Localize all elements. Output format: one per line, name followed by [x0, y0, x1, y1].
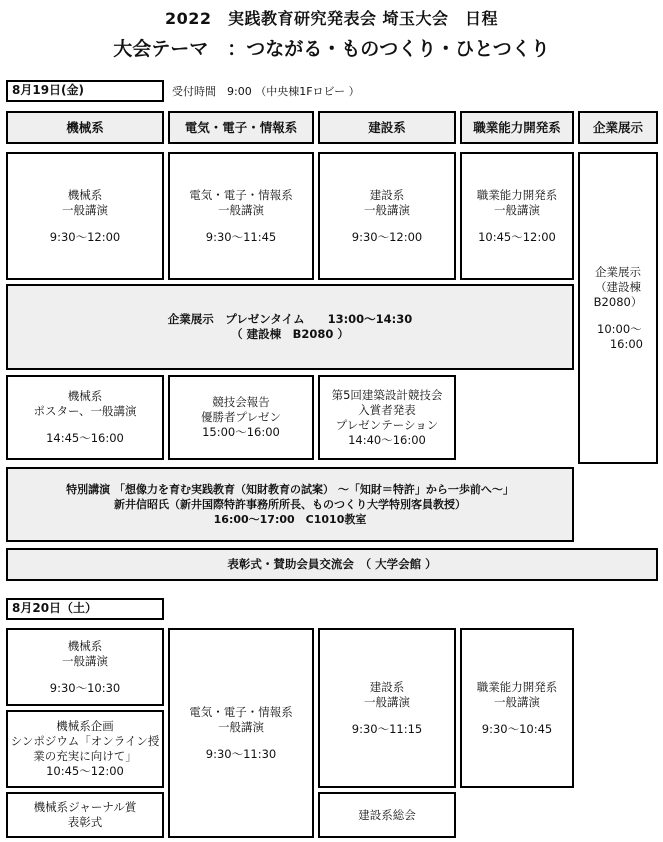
session-time: 9:30～10:30	[49, 680, 121, 695]
session-type: シンポジウム「オンライン授	[10, 734, 160, 748]
expo-title: 企業展示	[595, 264, 641, 279]
expo-building: （建設棟	[595, 279, 641, 294]
session-subtype: プレゼンテーション	[335, 417, 439, 432]
expo-start-time: 10:00～	[597, 321, 642, 336]
session-type: 一般講演	[364, 202, 410, 217]
session-field: 機械系企画	[56, 719, 114, 733]
conference-theme: 大会テーマ ：つながる・ものつくり・ひとつくり	[113, 38, 550, 60]
ceremony-band: 表彰式・賛助会員交流会 （ 大学会館 ）	[6, 548, 658, 581]
presentation-location: （ 建設棟 B2080 ）	[231, 327, 349, 341]
expo-room: B2080）	[593, 294, 643, 309]
day1-expo-session	[578, 152, 658, 464]
session-time: 10:45～12:00	[478, 229, 556, 244]
session-field: 電気・電子・情報系	[189, 704, 293, 719]
session-time: 9:30～12:00	[49, 229, 121, 244]
session-field: 職業能力開発系	[476, 679, 558, 694]
session-time: 10:45～12:00	[46, 764, 124, 778]
session-type: 一般講演	[218, 202, 264, 217]
day1-vocational-session	[460, 152, 574, 280]
session-type: 一般講演	[494, 202, 540, 217]
day1-date: 8月19日(金)	[6, 80, 164, 102]
session-type: 一般講演	[62, 202, 108, 217]
lecture-title: 特別講演 「想像力を育む実践教育（知財教育の試案） ～「知財＝特許」から一歩前へ～」	[66, 483, 514, 496]
session-type: ポスター、一般講演	[33, 404, 137, 418]
day1-construction-session	[318, 152, 456, 280]
session-type: 一般講演	[364, 694, 410, 709]
session-field: 電気・電子・情報系	[189, 187, 293, 202]
session-time: 9:30～11:30	[205, 746, 277, 761]
session-time: 14:45～16:00	[46, 431, 124, 445]
session-time: 14:40～16:00	[348, 432, 426, 447]
header-mechanical: 機械系	[6, 111, 164, 144]
session-field: 建設系	[369, 679, 405, 694]
session-field: 職業能力開発系	[476, 187, 558, 202]
day1-mechanical-session	[6, 152, 164, 280]
header-electrical: 電気・電子・情報系	[168, 111, 314, 144]
lecture-time-place: 16:00～17:00 C1010教室	[213, 513, 367, 526]
session-type: 優勝者プレゼン	[200, 410, 282, 424]
expo-presentation-band	[6, 284, 574, 370]
day1-design-competition-session	[318, 375, 456, 460]
session-time: 9:30～11:15	[351, 721, 423, 736]
session-type: 一般講演	[218, 719, 264, 734]
session-subtitle: 業の充実に向けて」	[33, 749, 137, 763]
session-field: 第5回建築設計競技会	[331, 387, 443, 402]
day2-mechanical-session	[6, 628, 164, 706]
special-lecture-band	[6, 467, 574, 542]
expo-end-time: 16:00	[609, 336, 643, 351]
page-title: 2022 実践教育研究発表会 埼玉大会 日程	[164, 9, 499, 28]
day2-vocational-session	[460, 628, 574, 788]
session-field: 機械系	[67, 389, 103, 403]
presentation-title: 企業展示 プレゼンタイム 13:00～14:30	[167, 312, 413, 326]
header-construction: 建設系	[318, 111, 456, 144]
session-field: 機械系ジャーナル賞	[33, 800, 137, 814]
session-type: 一般講演	[494, 694, 540, 709]
session-field: 競技会報告	[212, 395, 270, 409]
session-type: 表彰式	[67, 815, 103, 829]
day2-construction-session	[318, 628, 456, 788]
session-time: 9:30～10:45	[481, 721, 553, 736]
day1-electrical-session	[168, 152, 314, 280]
session-type: 入賞者発表	[358, 402, 416, 417]
day2-mechanical-journal-award	[6, 792, 164, 838]
lecture-speaker: 新井信昭氏（新井国際特許事務所所長、ものつくり大学特別客員教授）	[114, 498, 466, 511]
day2-electrical-session	[168, 628, 314, 838]
reception-time: 受付時間 9:00 （中央棟1Fロビー ）	[172, 85, 360, 98]
session-type: 一般講演	[62, 653, 108, 668]
day1-mechanical-poster-session	[6, 375, 164, 460]
session-field: 機械系	[67, 638, 103, 653]
session-time: 9:30～11:45	[205, 229, 277, 244]
day1-skills-competition-report	[168, 375, 314, 460]
day2-date: 8月20日（土）	[6, 598, 164, 620]
session-time: 9:30～12:00	[351, 229, 423, 244]
header-expo: 企業展示	[578, 111, 658, 144]
day2-construction-meeting: 建設系総会	[318, 792, 456, 838]
session-field: 建設系	[369, 187, 405, 202]
session-time: 15:00～16:00	[202, 425, 280, 439]
session-field: 機械系	[67, 187, 103, 202]
day2-mechanical-symposium	[6, 710, 164, 788]
header-vocational: 職業能力開発系	[460, 111, 574, 144]
